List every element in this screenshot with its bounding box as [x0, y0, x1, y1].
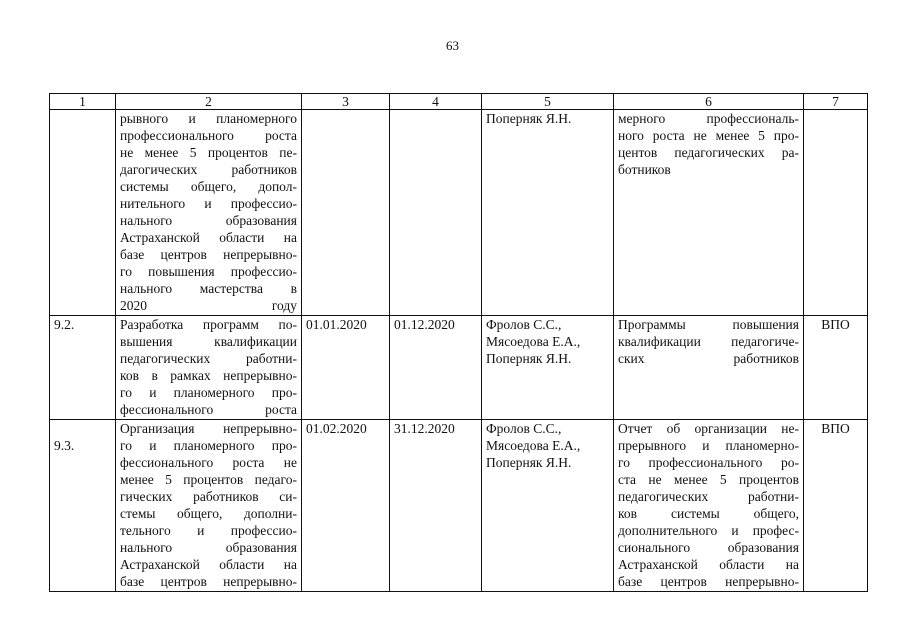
header-cell: 1	[50, 94, 116, 110]
table-row	[50, 110, 868, 316]
responsible-cell: Фролов С.С., Мясоедова Е.А., Поперняк Я.Н.	[482, 316, 614, 420]
start-date-cell: 01.02.2020	[302, 420, 390, 592]
task-cell: Разработка программ по- вышения квалификации педагогических работни- ков в рамках непрерывно- го и планомерного про- фессионального роста	[116, 316, 302, 420]
task-cell: рывного и планомерного профессионального роста не менее 5 процентов пе- дагогических работников системы общего, допол- нительного и профессио- нального образования Астраханской области на базе центров непрерывно- го повышения профессио- нального мастерства в 2020 году	[116, 110, 302, 316]
header-cell: 5	[482, 94, 614, 110]
table-row	[50, 420, 868, 592]
level-cell: ВПО	[804, 316, 868, 420]
result-cell: мерного профессиональ- ного роста не менее 5 про- центов педагогических ра- ботников	[614, 110, 804, 316]
row-number: 9.2.	[50, 316, 116, 420]
level-cell: ВПО	[804, 420, 868, 592]
table-row	[50, 316, 868, 420]
responsible-cell: Поперняк Я.Н.	[482, 110, 614, 316]
start-date-cell: 01.01.2020	[302, 316, 390, 420]
end-date-cell	[390, 110, 482, 316]
result-cell: Отчет об организации не- прерывного и планомерно- го профессионального ро- ста не менее 5 процентов педагогических работни- ков системы общего, дополнительного и профес- сионального образования Астраханской области на базе центров непрерывно-	[614, 420, 804, 592]
row-number	[50, 110, 116, 316]
header-cell: 3	[302, 94, 390, 110]
plan-table	[49, 93, 868, 592]
responsible-cell: Фролов С.С., Мясоедова Е.А., Поперняк Я.Н.	[482, 420, 614, 592]
start-date-cell	[302, 110, 390, 316]
result-cell: Программы повышения квалификации педагогиче- ских работников	[614, 316, 804, 420]
header-row	[50, 94, 868, 110]
header-cell: 4	[390, 94, 482, 110]
page-number: 63	[446, 38, 459, 53]
task-cell: Организация непрерывно- го и планомерного про- фессионального роста не менее 5 процентов педаго- гических работников си- стемы общего, дополни- тельного и профессио- нального образования Астраханской области на базе центров непрерывно-	[116, 420, 302, 592]
header-cell: 6	[614, 94, 804, 110]
end-date-cell: 01.12.2020	[390, 316, 482, 420]
header-cell: 2	[116, 94, 302, 110]
header-cell: 7	[804, 94, 868, 110]
end-date-cell: 31.12.2020	[390, 420, 482, 592]
level-cell	[804, 110, 868, 316]
row-number: 9.3.	[50, 420, 116, 592]
